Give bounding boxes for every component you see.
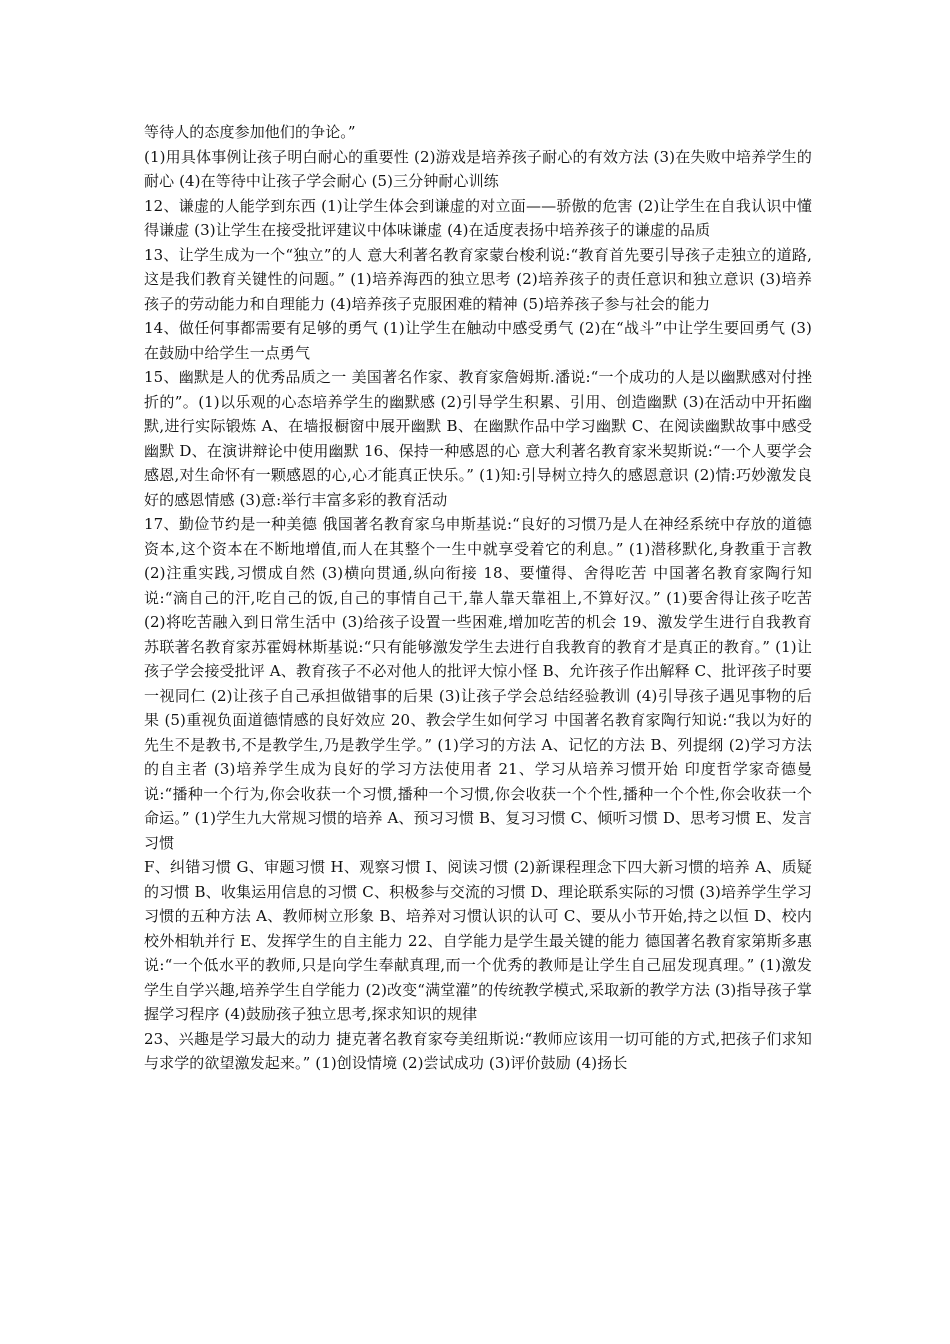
paragraph: 12、谦虚的人能学到东西 (1)让学生体会到谦虚的对立面——骄傲的危害 (2)让学生在自我认识中懂得谦虚 (3)让学生在接受批评建议中体味谦虚 (4)在适度表扬中培养孩子的谦虚的品质	[144, 196, 812, 239]
paragraph: 14、做任何事都需要有足够的勇气 (1)让学生在触动中感受勇气 (2)在“战斗”中让学生要回勇气 (3)在鼓励中给学生一点勇气	[144, 319, 812, 362]
paragraph: 23、兴趣是学习最大的动力 捷克著名教育家夸美纽斯说:“教师应该用一切可能的方式,把孩子们求知与求学的欲望激发起来。” (1)创设情境 (2)尝试成功 (3)评价鼓励 (4)扬长	[144, 1029, 812, 1072]
document-body	[144, 120, 812, 1076]
paragraph: 等待人的态度参加他们的争论。”	[144, 123, 356, 141]
paragraph: 17、勤俭节约是一种美德 俄国著名教育家乌申斯基说:“良好的习惯乃是人在神经系统中存放的道德资本,这个资本在不断地增值,而人在其整个一生中就享受着它的利息。” (1)潜移默化,身教重于言教 (2)注重实践,习惯成自然 (3)横向贯通,纵向衔接 18、要懂得、舍得吃苦 中国著名教育家陶行知说:“滴自己的汗,吃自己的饭,自己的事情自己干,靠人靠天靠祖上,不算好汉。” (1)要舍得让孩子吃苦 (2)将吃苦融入到日常生活中 (3)给孩子设置一些困难,增加吃苦的机会 19、激发学生进行自我教育 苏联著名教育家苏霍姆林斯基说:“只有能够激发学生去进行自我教育的教育才是真正的教育。” (1)让孩子学会接受批评 A、教育孩子不必对他人的批评大惊小怪 B、允许孩子作出解释 C、批评孩子时要一视同仁 (2)让孩子自己承担做错事的后果 (3)让孩子学会总结经验教训 (4)引导孩子遇见事物的后果 (5)重视负面道德情感的良好效应 20、教会学生如何学习 中国著名教育家陶行知说:“我以为好的先生不是教书,不是教学生,乃是教学生学。” (1)学习的方法 A、记忆的方法 B、列提纲 (2)学习方法的自主者 (3)培养学生成为良好的学习方法使用者 21、学习从培养习惯开始 印度哲学家奇德曼说:“播种一个行为,你会收获一个习惯,播种一个习惯,你会收获一个个性,播种一个个性,你会收获一个命运。” (1)学生九大常规习惯的培养 A、预习习惯 B、复习习惯 C、倾听习惯 D、思考习惯 E、发言习惯	[144, 515, 812, 852]
paragraph: F、纠错习惯 G、审题习惯 H、观察习惯 I、阅读习惯 (2)新课程理念下四大新习惯的培养 A、质疑的习惯 B、收集运用信息的习惯 C、积极参与交流的习惯 D、理论联系实际的习惯 (3)培养学生学习习惯的五种方法 A、教师树立形象 B、培养对习惯认识的认可 C、要从小节开始,持之以恒 D、校内校外相轨并行 E、发挥学生的自主能力 22、自学能力是学生最关键的能力 德国著名教育家第斯多惠说:“一个低水平的教师,只是向学生奉献真理,而一个优秀的教师是让学生自己屈发现真理。” (1)激发学生自学兴趣,培养学生自学能力 (2)改变“满堂灌”的传统教学模式,采取新的教学方法 (3)指导孩子掌握学习程序 (4)鼓励孩子独立思考,探求知识的规律	[144, 858, 812, 1023]
paragraph: 13、让学生成为一个“独立”的人 意大利著名教育家蒙台梭利说:“教育首先要引导孩子走独立的道路,这是我们教育关键性的问题。” (1)培养海西的独立思考 (2)培养孩子的责任意识和独立意识 (3)培养孩子的劳动能力和自理能力 (4)培养孩子克服困难的精神 (5)培养孩子参与社会的能力	[144, 245, 812, 313]
paragraph: (1)用具体事例让孩子明白耐心的重要性 (2)游戏是培养孩子耐心的有效方法 (3)在失败中培养学生的耐心 (4)在等待中让孩子学会耐心 (5)三分钟耐心训练	[144, 147, 812, 190]
paragraph: 15、幽默是人的优秀品质之一 美国著名作家、教育家詹姆斯.潘说:“一个成功的人是以幽默感对付挫折的”。(1)以乐观的心态培养学生的幽默感 (2)引导学生积累、引用、创造幽默 (3)在活动中开拓幽默,进行实际锻炼 A、在墙报橱窗中展开幽默 B、在幽默作品中学习幽默 C、在阅读幽默故事中感受幽默 D、在演讲辩论中使用幽默 16、保持一种感恩的心 意大利著名教育家米契斯说:“一个人要学会感恩,对生命怀有一颗感恩的心,心才能真正快乐。” (1)知:引导树立持久的感恩意识 (2)情:巧妙激发良好的感恩情感 (3)意:举行丰富多彩的教育活动	[144, 368, 812, 509]
